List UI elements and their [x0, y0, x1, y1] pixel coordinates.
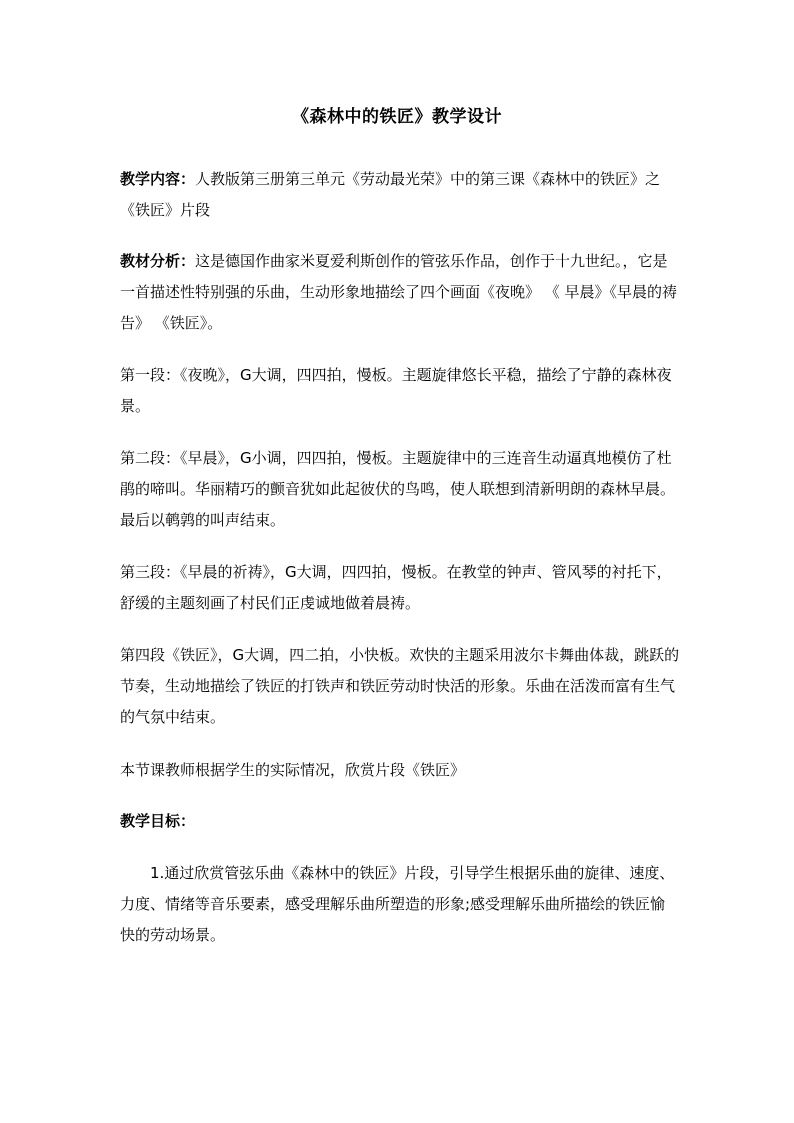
section-paragraph-3: 第三段：《早晨的祈祷》，G大调，四四拍，慢板。在教堂的钟声、管风琴的衬托下，舒缓的主题刻画了村民们正虔诚地做着晨祷。: [120, 563, 672, 612]
teaching-content-label: 教学内容：: [120, 170, 196, 188]
material-analysis-label: 教材分析：: [120, 252, 196, 270]
material-analysis-paragraph: [120, 246, 680, 339]
teaching-content-text: 人教版第三册第三单元《劳动最光荣》中的第三课《森林中的铁匠》之《铁匠》片段: [120, 170, 661, 219]
document-title: 《森林中的铁匠》教学设计: [292, 107, 502, 127]
teaching-content-paragraph: [120, 164, 680, 226]
objectives-heading: 教学目标：: [120, 812, 196, 830]
objective-item-1: 1.通过欣赏管弦乐曲《森林中的铁匠》片段，引导学生根据乐曲的旋律、速度、力度、情绪等音乐要素，感受理解乐曲所塑造的形象;感受理解乐曲所描绘的铁匠愉快的劳动场景。: [120, 864, 675, 944]
section-paragraph-2: 第二段：《早晨》，G小调，四四拍，慢板。主题旋律中的三连音生动逼真地模仿了杜鹃的啼叫。华丽精巧的颤音犹如此起彼伏的鸟鸣，使人联想到清新明朗的森林早晨。最后以鹌鹑的叫声结束。: [120, 449, 676, 529]
lesson-note: 本节课教师根据学生的实际情况，欣赏片段《铁匠》: [120, 761, 466, 779]
material-analysis-text: 这是德国作曲家米夏爱利斯创作的管弦乐作品，创作于十九世纪。，它是一首描述性特别强的乐曲，生动形象地描绘了四个画面《夜晚》 《 早晨》《早晨的祷告》 《铁匠》。: [120, 252, 678, 332]
section-paragraph-4: 第四段《铁匠》，G大调，四二拍，小快板。欢快的主题采用波尔卡舞曲体裁，跳跃的节奏，生动地描绘了铁匠的打铁声和铁匠劳动时快活的形象。乐曲在活泼而富有生气的气氛中结束。: [120, 646, 680, 726]
section-paragraph-1: 第一段：《夜晚》，G大调，四四拍，慢板。主题旋律悠长平稳，描绘了宁静的森林夜景。: [120, 366, 672, 415]
